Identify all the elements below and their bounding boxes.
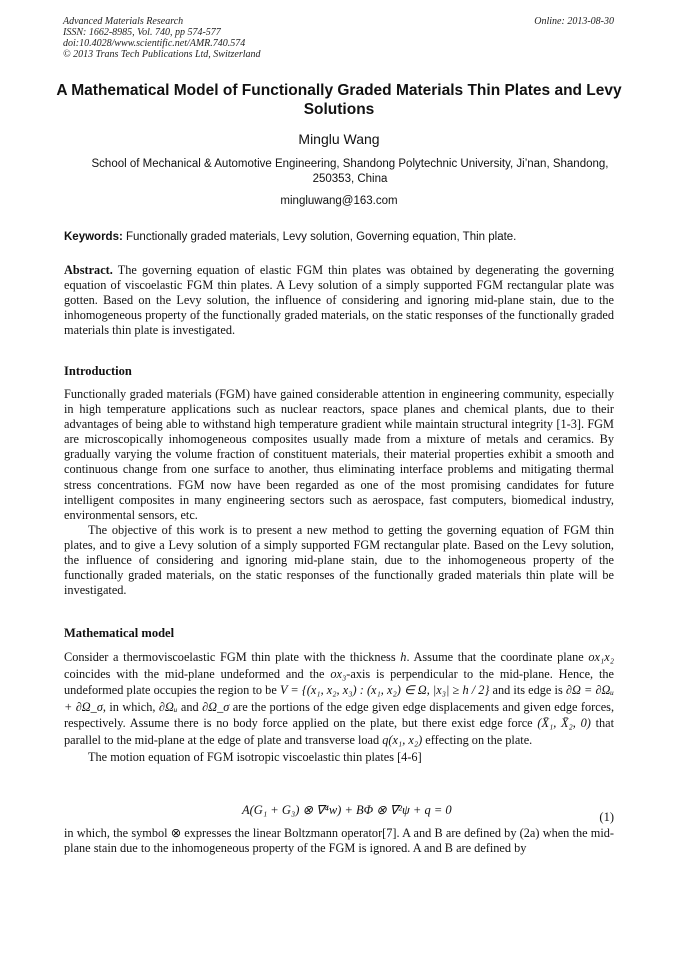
transverse-load: q(x₁, x₂) [382, 732, 423, 747]
model-text: effecting on the plate. [425, 732, 533, 747]
model-text: . Assume that the coordinate plane [406, 650, 584, 664]
thickness-symbol: h [400, 650, 407, 664]
paper-title: A Mathematical Model of Functionally Graded Materials Thin Plates and Levy Solutions [56, 82, 622, 118]
model-paragraph-1 [64, 649, 614, 765]
region-formula: V = {(x₁, x₂, x₃) : (x₁, x₂) ∈ Ω, |x₃| ≥ h / 2} [279, 683, 490, 698]
coordinate-plane: ox₁x₂ [588, 650, 614, 664]
axis-symbol: ox₃ [330, 666, 347, 681]
keywords-label: Keywords: [64, 231, 123, 243]
author: Minglu Wang [298, 131, 380, 147]
equation-number: (1) [599, 810, 614, 824]
copyright: © 2013 Trans Tech Publications Ltd, Switzerland [63, 49, 261, 60]
keywords-text: Functionally graded materials, Levy solution, Governing equation, Thin plate. [126, 231, 517, 243]
model-text: -axis is perpendicular to the mid-plane. Hence, the undeformed plate occupies the region to be [64, 666, 614, 698]
abstract-text: The governing equation of elastic FGM thin plates was obtained by degenerating the governing equation of viscoelastic FGM thin plates. A Levy solution of a simply supported FGM rectangular plate was gotten. Based on the Levy solution, the influence of considering and ignoring mid-plane stain, due to the inhomogeneous property of the functionally graded materials, on the static responses of the functionally graded materials thin plate is investigated. [64, 263, 614, 338]
introduction-body [64, 387, 614, 598]
edge-force-vector: (X̄₁, X̄₂, 0) [537, 716, 591, 731]
model-heading: Mathematical model [64, 626, 175, 640]
equation-body: A(G₁ + G₃) ⊗ ∇⁴w) + BΦ ⊗ ∇²ψ + q = 0 [242, 803, 452, 817]
model-text: Consider a thermoviscoelastic FGM thin plate with the thickness [64, 650, 396, 664]
model-paragraph-2: The motion equation of FGM isotropic viscoelastic thin plates [4-6] [88, 749, 422, 764]
equation-1 [64, 800, 614, 824]
model-text: that parallel to the mid-plane at the edge of plate and transverse load [64, 716, 615, 747]
model-text: and [180, 699, 199, 714]
model-text: , in which, [102, 699, 156, 714]
journal-header [63, 16, 261, 60]
abstract-label: Abstract. [64, 263, 113, 277]
introduction-paragraph-2: The objective of this work is to present a new method to getting the governing equation of FGM thin plates, and to give a Levy solution of a simply supported FGM rectangular plate. Based on the Levy solution, the influence of considering and ignoring mid-plane stain, due to the inhomogeneous property of the functionally graded materials, on the static responses of the functionally graded materials thin plate will be investigated. [64, 522, 614, 598]
model-text: and its edge is [492, 683, 563, 698]
force-edge: ∂Ω_σ [202, 699, 230, 714]
model-text: are the portions of the edge given edge displacements and given edge forces, respectively. Assume there is no body force applied on the plate, but there exist edge force [64, 699, 615, 731]
displacement-edge: ∂Ωᵤ [158, 699, 178, 714]
affiliation: School of Mechanical & Automotive Engineering, Shandong Polytechnic University, Ji’nan, Shandong, 250353, China [91, 158, 609, 185]
issn: ISSN: 1662-8985, Vol. 740, pp 574-577 [63, 27, 221, 38]
keywords [64, 230, 624, 244]
model-text: coincides with the mid-plane undeformed and the [64, 666, 325, 681]
model-paragraph-3: in which, the symbol ⊗ expresses the linear Boltzmann operator[7]. A and B are defined by (2a) when the mid-plane stain due to the inhomogeneous property of the FGM is ignored. A and B are defined by [64, 826, 614, 856]
email: mingluwang@163.com [280, 195, 398, 207]
introduction-paragraph-1: Functionally graded materials (FGM) have gained considerable attention in engineering community, especially in high temperature applications such as nuclear reactors, space planes and chemical plants, due to their advantages of being able to withstand high temperature gradient while maintain structural integrity [1-3]. FGM are microscopically inhomogeneous composites usually made from a mixture of metals and ceramics. By gradually varying the volume fraction of constituent materials, their material properties exhibit a smooth and continuous change from one surface to another, thus eliminating interface problems and mitigating thermal stress concentrations. FGM now have been regarded as one of the most promising candidates for future intelligent composites in many engineering sectors such as aerospace, fast computers, biomedical industry, environmental sensors, etc. [64, 387, 614, 522]
online-date: Online: 2013-08-30 [534, 16, 614, 27]
edge-formula: ∂Ω = ∂Ωᵤ + ∂Ω_σ [64, 683, 615, 714]
journal-name: Advanced Materials Research [63, 16, 184, 27]
introduction-heading: Introduction [64, 364, 132, 378]
abstract [64, 263, 614, 338]
doi: doi:10.4028/www.scientific.net/AMR.740.574 [63, 38, 246, 49]
